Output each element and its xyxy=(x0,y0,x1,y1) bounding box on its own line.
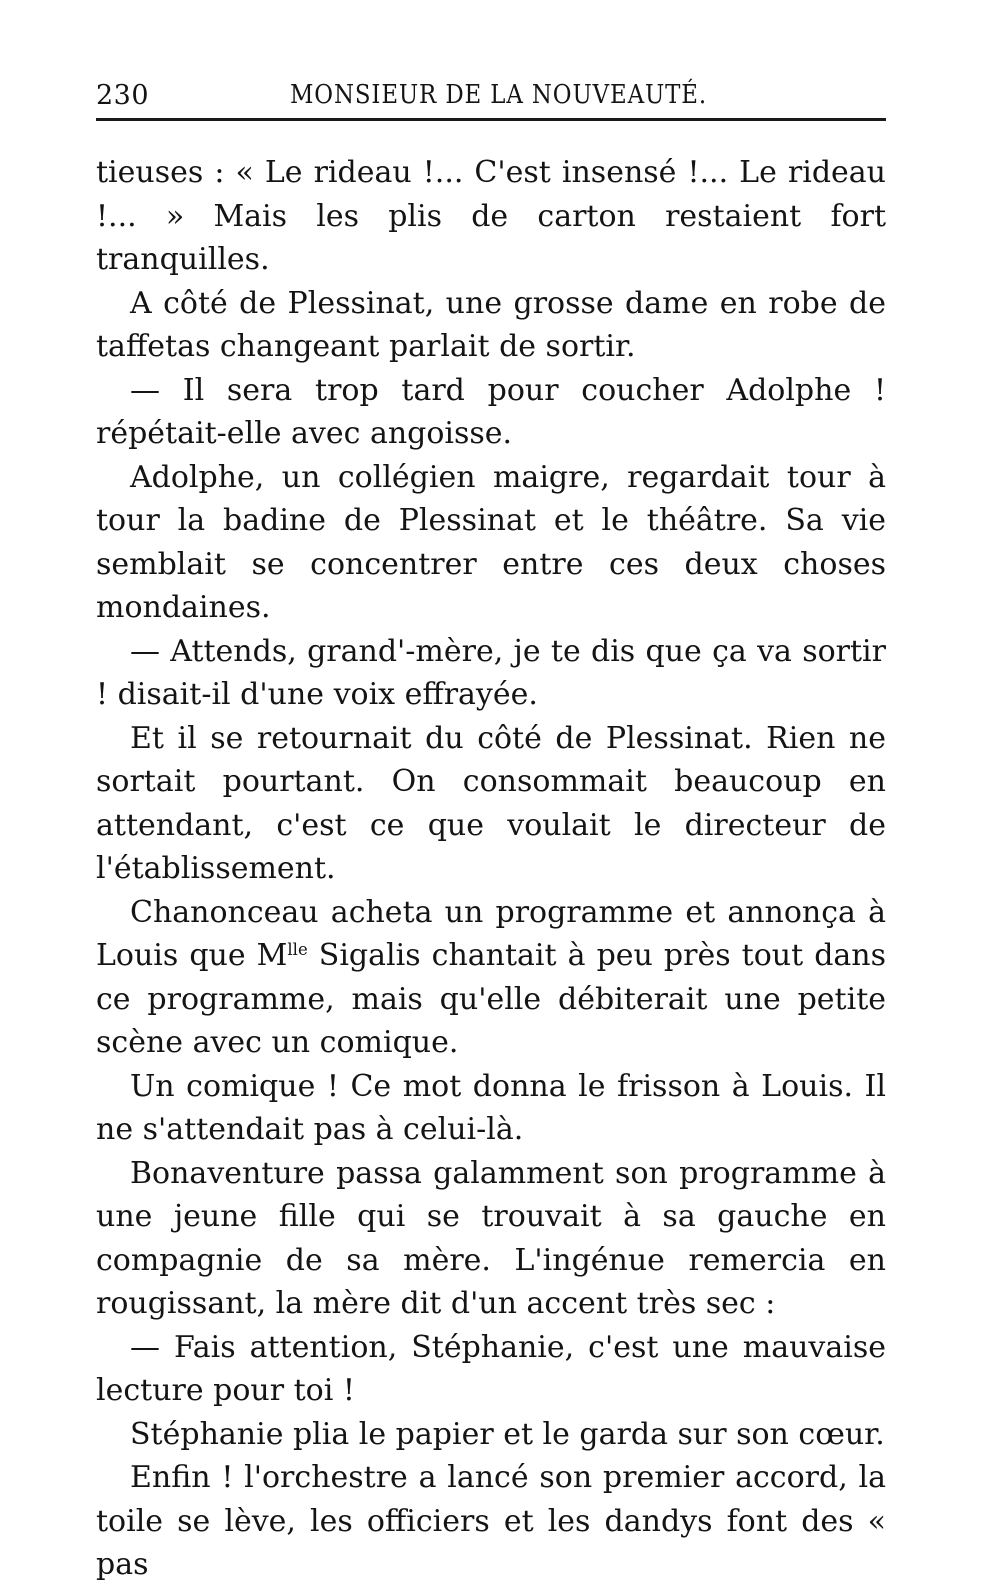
paragraph-5: — Attends, grand'-mère, je te dis que ça va sortir ! disait-il d'une voix effrayée. xyxy=(96,633,886,712)
paragraph-7-end: Sigalis chantait à peu près tout dans ce programme, mais qu'elle débiterait une petite scène avec un comique. xyxy=(96,938,886,1060)
paragraph-11: Stéphanie plia le papier et le garda sur son cœur. xyxy=(130,1416,885,1452)
paragraph-6: Et il se retournait du côté de Plessinat. Rien ne sortait pourtant. On consommait beaucoup en attendant, c'est ce que voulait le directeur de l'établissement. xyxy=(96,720,886,886)
paragraph-9: Bonaventure passa galamment son programme à une jeune fille qui se trouvait à sa gauche en compagnie de sa mère. L'ingénue remercia en rougissant, la mère dit d'un accent très sec : xyxy=(96,1155,886,1321)
body-text xyxy=(96,151,886,1587)
paragraph-7-start: Chanonceau acheta un programme et annonça à Louis que M xyxy=(96,894,886,973)
paragraph-1: tieuses : « Le rideau !... C'est insensé !... Le rideau !... » Mais les plis de carton restaient fort tranquilles. xyxy=(96,155,886,277)
paragraph-2: A côté de Plessinat, une grosse dame en robe de taffetas changeant parlait de sortir. xyxy=(96,285,886,364)
paragraph-3: — Il sera trop tard pour coucher Adolphe ! répétait-elle avec angoisse. xyxy=(96,372,886,451)
abbreviation-superscript: lle xyxy=(287,940,308,960)
running-header xyxy=(96,58,886,121)
paragraph-12: Enfin ! l'orchestre a lancé son premier accord, la toile se lève, les officiers et les dandys font des « pas xyxy=(96,1460,886,1582)
paragraph-8: Un comique ! Ce mot donna le frisson à Louis. Il ne s'attendait pas à celui-là. xyxy=(96,1068,886,1147)
page-number: 230 xyxy=(96,80,150,111)
paragraph-4: Adolphe, un collégien maigre, regardait tour à tour la badine de Plessinat et le théâtre. Sa vie semblait se concentrer entre ces deux choses mondaines. xyxy=(96,459,886,625)
running-title: MONSIEUR DE LA NOUVEAUTÉ. xyxy=(290,80,708,110)
book-page xyxy=(96,58,886,1587)
paragraph-7 xyxy=(96,891,886,1065)
paragraph-10: — Fais attention, Stéphanie, c'est une mauvaise lecture pour toi ! xyxy=(96,1329,886,1408)
